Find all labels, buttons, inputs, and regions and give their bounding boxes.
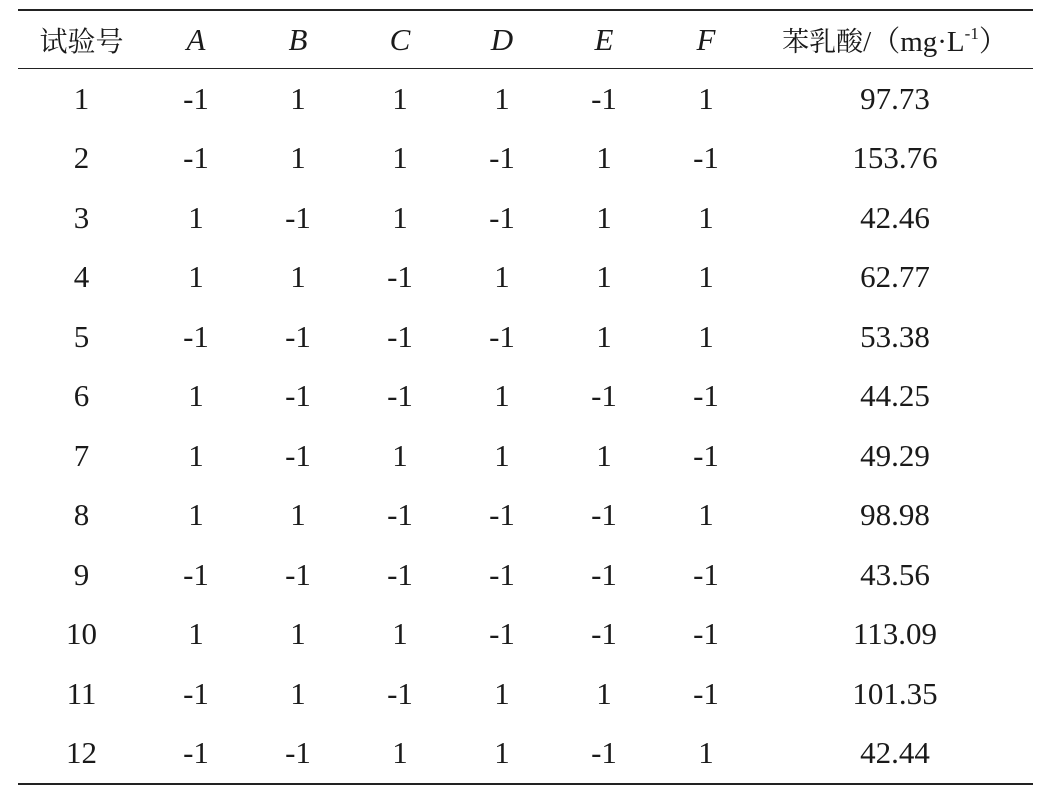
trial-number-cell: 3 — [73, 199, 90, 235]
factor-b-cell: -1 — [285, 318, 311, 354]
response-value-cell: 101.35 — [852, 675, 938, 711]
factor-f-cell: -1 — [693, 437, 719, 473]
factor-a-cell: 1 — [188, 199, 204, 235]
table-row — [18, 724, 1033, 785]
factor-b-cell: -1 — [285, 556, 311, 592]
factor-d-cell: 1 — [494, 378, 510, 414]
trial-number-cell: 12 — [66, 735, 97, 771]
table-row — [18, 248, 1033, 308]
trial-number-cell: 5 — [73, 318, 90, 354]
factor-b-cell: 1 — [290, 616, 306, 652]
factor-c-cell: -1 — [387, 378, 413, 414]
factor-a-cell: -1 — [183, 735, 209, 771]
factor-a-cell: 1 — [188, 437, 204, 473]
factor-b-cell: 1 — [290, 675, 306, 711]
table-row — [18, 188, 1033, 248]
factor-c-cell: 1 — [392, 80, 408, 116]
factor-f-cell: 1 — [698, 318, 714, 354]
factor-c-cell: -1 — [387, 318, 413, 354]
response-value-cell: 43.56 — [860, 556, 930, 592]
response-value-cell: 53.38 — [860, 318, 930, 354]
factor-d-cell: -1 — [489, 140, 515, 176]
trial-number-cell: 7 — [73, 437, 90, 473]
trial-number-cell: 4 — [73, 259, 90, 295]
factor-b-cell: 1 — [290, 140, 306, 176]
factor-c-cell: -1 — [387, 497, 413, 533]
factor-c-cell: 1 — [392, 140, 408, 176]
factor-f-cell: 1 — [698, 80, 714, 116]
header-response-unit-exponent: -1 — [964, 24, 979, 43]
factor-a-cell: 1 — [188, 259, 204, 295]
factor-a-cell: -1 — [183, 140, 209, 176]
factor-e-cell: -1 — [591, 556, 617, 592]
factor-a-cell: 1 — [188, 616, 204, 652]
factor-a-cell: -1 — [183, 80, 209, 116]
factor-c-cell: 1 — [392, 199, 408, 235]
factor-f-cell: -1 — [693, 378, 719, 414]
factor-d-cell: -1 — [489, 556, 515, 592]
factor-a-cell: -1 — [183, 675, 209, 711]
header-factor-c: C — [389, 21, 411, 57]
table-row — [18, 129, 1033, 189]
response-value-cell: 49.29 — [860, 437, 930, 473]
header-response-unit: /（mg·L — [863, 26, 965, 58]
response-value-cell: 98.98 — [860, 497, 930, 533]
header-factor-d: D — [490, 21, 514, 57]
factor-e-cell: -1 — [591, 378, 617, 414]
factor-e-cell: 1 — [596, 259, 612, 295]
factor-e-cell: 1 — [596, 437, 612, 473]
factor-e-cell: 1 — [596, 199, 612, 235]
factor-e-cell: 1 — [596, 318, 612, 354]
header-trial-no: 试验号 — [39, 24, 124, 58]
table-row — [18, 486, 1033, 546]
factor-c-cell: -1 — [387, 556, 413, 592]
header-response — [757, 10, 1033, 69]
table-row — [18, 367, 1033, 427]
factor-d-cell: 1 — [494, 259, 510, 295]
header-response-unit-close: ） — [978, 26, 1008, 58]
table-row — [18, 426, 1033, 486]
factor-a-cell: -1 — [183, 318, 209, 354]
factor-d-cell: -1 — [489, 318, 515, 354]
factor-e-cell: -1 — [591, 80, 617, 116]
header-factor-f: F — [696, 21, 716, 57]
factor-a-cell: 1 — [188, 497, 204, 533]
factor-a-cell: 1 — [188, 378, 204, 414]
factor-e-cell: 1 — [596, 140, 612, 176]
factor-b-cell: -1 — [285, 437, 311, 473]
header-row — [18, 10, 1033, 69]
table-body — [18, 69, 1033, 785]
response-value-cell: 62.77 — [860, 259, 930, 295]
factor-b-cell: 1 — [290, 259, 306, 295]
factor-d-cell: 1 — [494, 675, 510, 711]
factor-d-cell: -1 — [489, 616, 515, 652]
response-value-cell: 97.73 — [860, 80, 930, 116]
factor-d-cell: 1 — [494, 80, 510, 116]
factor-d-cell: 1 — [494, 437, 510, 473]
header-factor-b: B — [288, 21, 308, 57]
trial-number-cell: 8 — [73, 497, 90, 533]
factor-b-cell: -1 — [285, 199, 311, 235]
factor-b-cell: 1 — [290, 497, 306, 533]
response-value-cell: 153.76 — [852, 140, 938, 176]
design-table-container — [18, 9, 1033, 785]
factor-e-cell: -1 — [591, 616, 617, 652]
factor-c-cell: -1 — [387, 675, 413, 711]
factor-d-cell: -1 — [489, 497, 515, 533]
factor-f-cell: 1 — [698, 735, 714, 771]
trial-number-cell: 2 — [73, 140, 90, 176]
factor-f-cell: -1 — [693, 140, 719, 176]
factor-e-cell: -1 — [591, 497, 617, 533]
trial-number-cell: 10 — [66, 616, 97, 652]
factor-f-cell: -1 — [693, 616, 719, 652]
trial-number-cell: 9 — [73, 556, 90, 592]
response-value-cell: 42.46 — [860, 199, 930, 235]
factor-c-cell: -1 — [387, 259, 413, 295]
table-row — [18, 545, 1033, 605]
factor-e-cell: -1 — [591, 735, 617, 771]
table-row — [18, 605, 1033, 665]
factor-f-cell: 1 — [698, 199, 714, 235]
factor-f-cell: -1 — [693, 675, 719, 711]
factor-b-cell: 1 — [290, 80, 306, 116]
factor-f-cell: 1 — [698, 497, 714, 533]
trial-number-cell: 11 — [66, 675, 97, 711]
table-row — [18, 307, 1033, 367]
header-factor-a: A — [186, 21, 206, 57]
factor-b-cell: -1 — [285, 735, 311, 771]
factor-f-cell: -1 — [693, 556, 719, 592]
response-value-cell: 113.09 — [852, 616, 938, 652]
factor-c-cell: 1 — [392, 437, 408, 473]
factor-d-cell: -1 — [489, 199, 515, 235]
factor-c-cell: 1 — [392, 616, 408, 652]
factor-c-cell: 1 — [392, 735, 408, 771]
table-row — [18, 69, 1033, 129]
plackett-burman-table — [18, 9, 1033, 785]
factor-a-cell: -1 — [183, 556, 209, 592]
trial-number-cell: 1 — [73, 80, 90, 116]
header-response-name: 苯乳酸 — [782, 27, 864, 58]
header-factor-e: E — [594, 21, 614, 57]
table-row — [18, 664, 1033, 724]
factor-d-cell: 1 — [494, 735, 510, 771]
factor-b-cell: -1 — [285, 378, 311, 414]
response-value-cell: 42.44 — [860, 735, 930, 771]
trial-number-cell: 6 — [73, 378, 90, 414]
response-value-cell: 44.25 — [860, 378, 930, 414]
factor-f-cell: 1 — [698, 259, 714, 295]
factor-e-cell: 1 — [596, 675, 612, 711]
